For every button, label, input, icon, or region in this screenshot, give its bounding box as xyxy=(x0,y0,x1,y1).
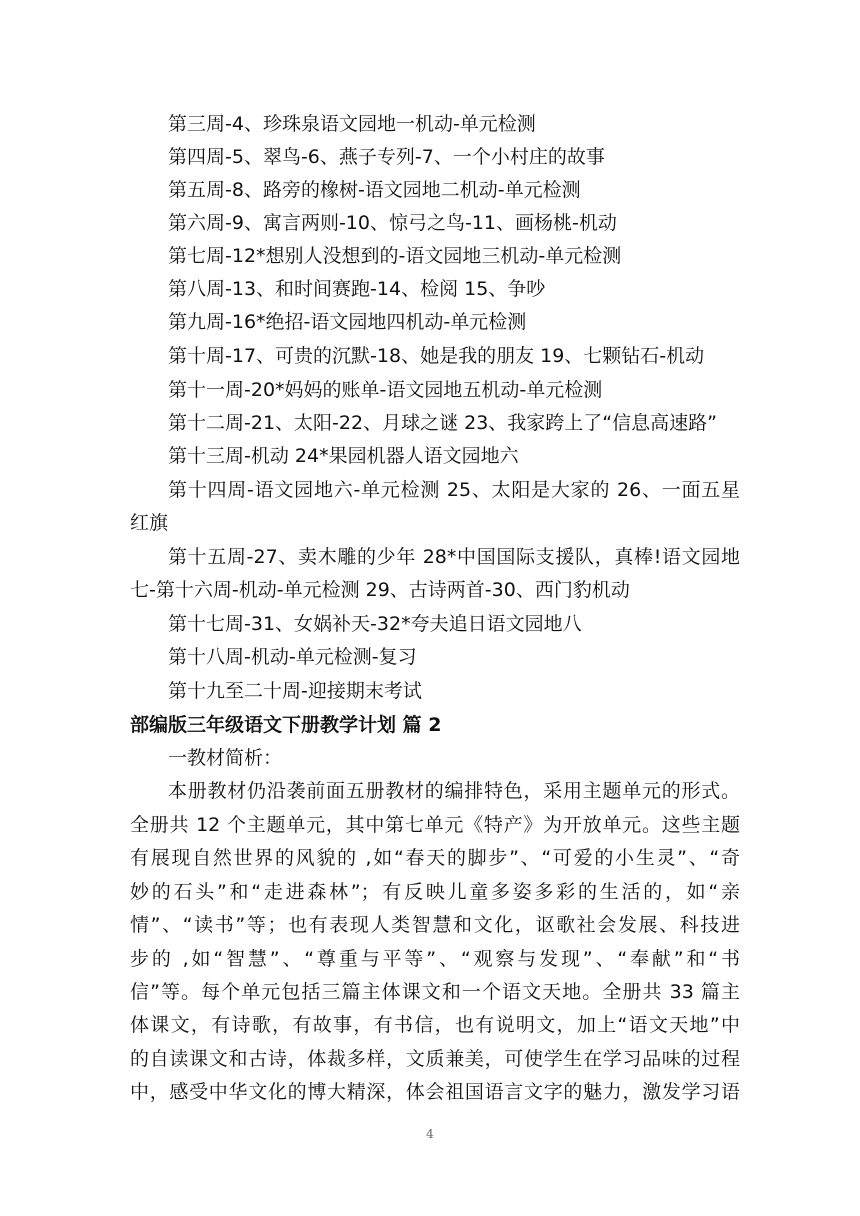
schedule-line: 第六周-9、寓言两则-10、惊弓之鸟-11、画杨桃-机动 xyxy=(168,212,617,234)
schedule-line: 第三周-4、珍珠泉语文园地一机动-单元检测 xyxy=(168,113,536,135)
schedule-line: 第十七周-31、女娲补天-32*夸夫追日语文园地八 xyxy=(168,613,582,635)
paragraph-line: 全册共 12 个主题单元，其中第七单元《特产》为开放单元。这些主题 xyxy=(130,814,740,836)
schedule-line: 第七周-12*想别人没想到的-语文园地三机动-单元检测 xyxy=(168,245,622,267)
schedule-line: 第十八周-机动-单元检测-复习 xyxy=(168,646,417,668)
schedule-line: 七-第十六周-机动-单元检测 29、古诗两首-30、西门豹机动 xyxy=(130,579,630,601)
schedule-line: 第九周-16*绝招-语文园地四机动-单元检测 xyxy=(168,311,527,333)
schedule-line: 第十九至二十周-迎接期末考试 xyxy=(168,680,422,702)
paragraph-line: 情”、“读书”等；也有表现人类智慧和文化，讴歌社会发展、科技进 xyxy=(130,914,740,936)
paragraph-line: 中，感受中华文化的博大精深，体会祖国语言文字的魅力，激发学习语 xyxy=(130,1081,740,1103)
schedule-line: 第十三周-机动 24*果园机器人语文园地六 xyxy=(168,445,519,467)
paragraph-line: 的自读课文和古诗，体裁多样，文质兼美，可使学生在学习品味的过程 xyxy=(130,1048,740,1070)
subheading: 一教材简析： xyxy=(168,747,283,769)
schedule-line: 第十一周-20*妈妈的账单-语文园地五机动-单元检测 xyxy=(168,379,603,401)
schedule-line: 第十五周-27、卖木雕的少年 28*中国国际支援队，真棒!语文园地 xyxy=(168,546,740,568)
paragraph-line: 有展现自然世界的风貌的 ,如“春天的脚步”、“可爱的小生灵”、“奇 xyxy=(130,847,740,869)
schedule-line: 第八周-13、和时间赛跑-14、检阅 15、争吵 xyxy=(168,278,546,300)
paragraph-line: 步的 ,如“智慧”、“尊重与平等”、“观察与发现”、“奉献”和“书 xyxy=(130,948,740,970)
schedule-line: 第十周-17、可贵的沉默-18、她是我的朋友 19、七颗钻石-机动 xyxy=(168,345,705,367)
paragraph-line: 体课文，有诗歌，有故事，有书信，也有说明文，加上“语文天地”中 xyxy=(130,1014,740,1036)
paragraph-line: 信”等。每个单元包括三篇主体课文和一个语文天地。全册共 33 篇主 xyxy=(130,981,740,1003)
schedule-line: 第十二周-21、太阳-22、月球之谜 23、我家跨上了“信息高速路” xyxy=(168,412,717,434)
schedule-line: 第十四周-语文园地六-单元检测 25、太阳是大家的 26、一面五星 xyxy=(168,479,740,501)
paragraph-line: 本册教材仍沿袭前面五册教材的编排特色，采用主题单元的形式。 xyxy=(168,780,740,802)
schedule-line: 第五周-8、路旁的橡树-语文园地二机动-单元检测 xyxy=(168,179,581,201)
schedule-line: 第四周-5、翠鸟-6、燕子专列-7、一个小村庄的故事 xyxy=(168,146,605,168)
section-heading: 部编版三年级语文下册教学计划 篇 2 xyxy=(130,714,442,736)
paragraph-line: 妙的石头”和“走进森林”；有反映儿童多姿多彩的生活的，如“亲 xyxy=(130,881,740,903)
schedule-line: 红旗 xyxy=(130,512,169,534)
page-number: 4 xyxy=(426,1127,434,1141)
